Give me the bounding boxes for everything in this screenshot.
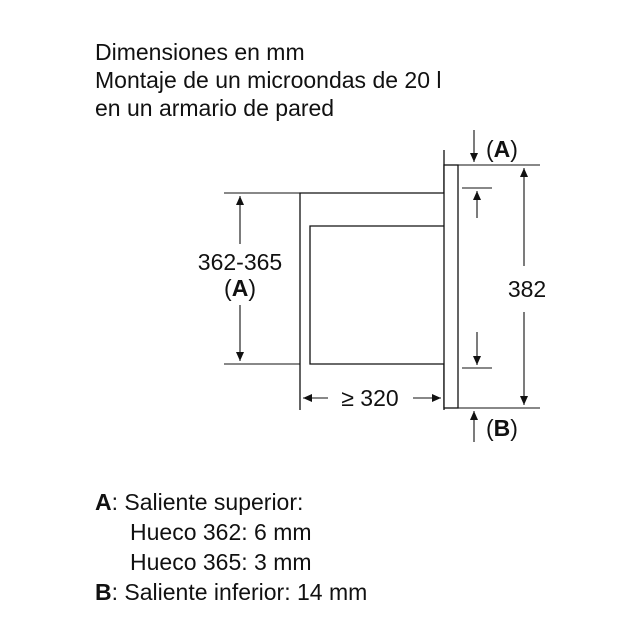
legend-text-b: : Saliente inferior: 14 mm <box>111 579 368 605</box>
cabinet-outline <box>300 150 444 410</box>
bottom-offset-arrows <box>474 332 477 442</box>
bottom-offset-label: (B) <box>486 415 518 441</box>
height-reference-label: (A) <box>224 275 256 301</box>
title-line-3: en un armario de pared <box>95 95 335 121</box>
height-dimension-label: 362-365 <box>197 249 283 275</box>
title-line-1: Dimensiones en mm <box>95 39 305 65</box>
legend-row-a-detail-2: Hueco 365: 3 mm <box>130 549 312 575</box>
legend <box>95 487 367 607</box>
extension-lines <box>224 165 540 408</box>
legend-row-a <box>95 487 367 517</box>
legend-row-b <box>95 577 367 607</box>
legend-row-a-detail-1: Hueco 362: 6 mm <box>130 519 312 545</box>
top-offset-label: (A) <box>486 136 518 162</box>
top-offset-arrows <box>474 130 477 218</box>
depth-dimension-label: ≥ 320 <box>341 385 399 411</box>
height-reference-key: A <box>231 275 249 301</box>
legend-text-a: : Saliente superior: <box>111 489 304 515</box>
total-height-dimension-label: 382 <box>507 276 547 302</box>
microwave-front-panel <box>444 165 458 408</box>
title-line-2: Montaje de un microondas de 20 l <box>95 67 442 93</box>
bottom-offset-key: B <box>493 415 511 441</box>
top-offset-key: A <box>493 136 511 162</box>
legend-key-b: B <box>95 579 112 605</box>
legend-key-a: A <box>95 489 112 515</box>
